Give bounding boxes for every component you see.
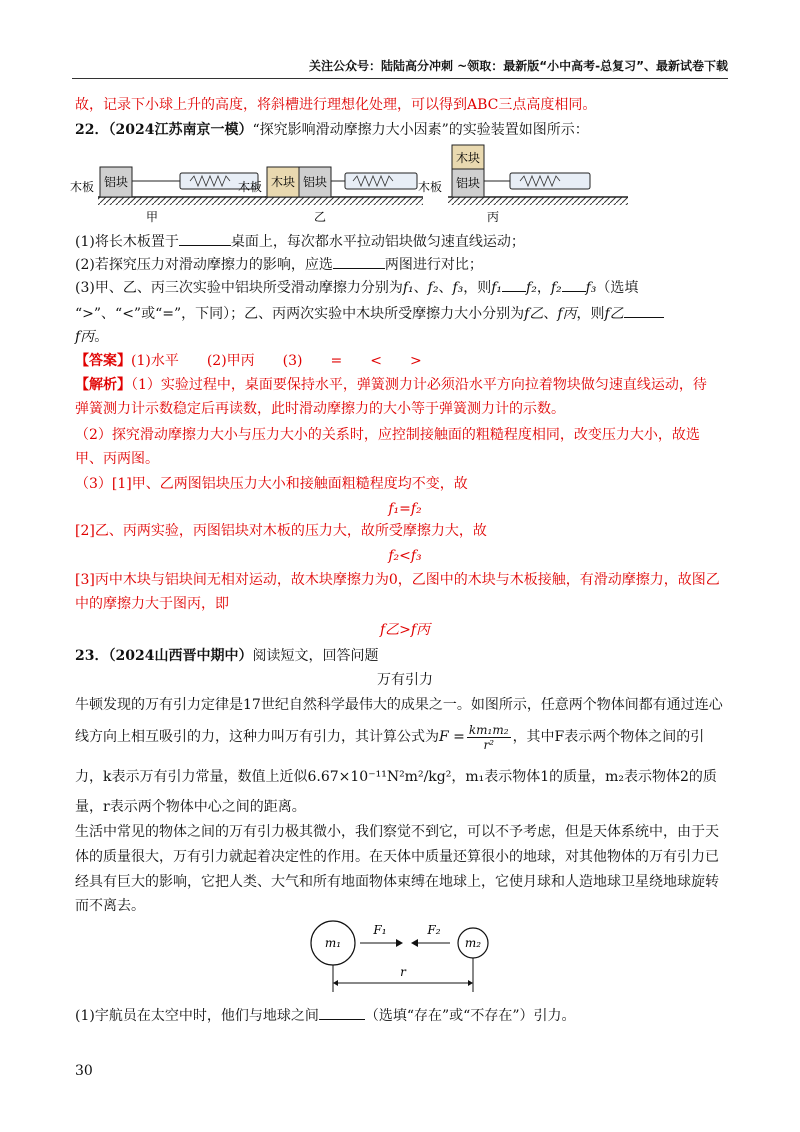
q23-p2-line1: 生活中常见的物体之间的万有引力极其微小，我们察觉不到它，可以不予考虑，但是天体系统中，由于天 [75,824,719,840]
force2-arrowhead [411,939,418,947]
q22-part3-line2-text: “>”、“<”或“=”，下同）；乙、丙两次实验中木块所受摩擦力大小分别为 [75,306,525,322]
setup-jia [70,167,266,224]
q22-part3-line3-end: 。 [94,329,109,345]
prev-answer-tail: 故，记录下小球上升的高度，将斜槽进行理想化处理，可以得到ABC三点高度相同。 [75,97,597,113]
board-label: 木板 [238,180,263,194]
analysis-text: （1）实验过程中，桌面要保持水平，弹簧测力计必须沿水平方向拉着物块做匀速直线运动，待 [131,377,707,393]
formula-numerator: km₁m₂ [468,722,509,737]
q22-eq3: f乙>f丙 [379,622,431,638]
header-rule [72,78,728,79]
aluminum-label: 铝块 [455,176,481,190]
q22-analysis-7: [3]丙中木块与铝块间无相对运动，故木块摩擦力为0，乙图中的木块与木板接触，有滑动摩擦力，故图乙 [75,572,720,588]
f2-symbol: f₂ [427,280,439,296]
force1-arrowhead [396,939,403,947]
q22-analysis-8: 中的摩擦力大于图丙，即 [75,596,229,612]
q22-part3-line2-then: ，则 [576,306,605,322]
q23-p1-line2 [75,722,735,752]
q22-part3: (3)甲、乙、丙三次实验中铝块所受滑动摩擦力分别为f₁、f₂、f₃，则f₁ f₂，f₂ f₃（选填 [75,277,735,298]
formula-lhs: F = [439,729,465,745]
f-bing-symbol: f丙 [557,306,577,322]
setup-yi [238,167,423,224]
gravitation-figure [300,918,500,996]
q22-analysis-1 [75,375,735,395]
q22-part2-text-end: 两图进行对比； [384,257,483,273]
answer-blank[interactable] [624,303,664,318]
caption-jia: 甲 [145,210,159,224]
q23-part1-text-end: （选填“存在”或“不存在”）引力。 [364,1008,576,1024]
q22-number: 22． [75,122,109,138]
q22-part1 [75,231,735,252]
q22-eq2: f₂<f₃ [388,548,422,564]
q22-analysis-5: （3）[1]甲、乙两图铝块压力大小和接触面粗糙程度均不变，故 [75,476,468,492]
q23-passage-title: 万有引力 [377,672,433,688]
q22-part3-line2: “>”、“<”或“=”，下同）；乙、丙两次实验中木块所受摩擦力大小分别为f乙、f丙，则f乙 [75,303,735,324]
q23-p1-line4: 量，r表示两个物体中心之间的距离。 [75,799,306,815]
formula-denominator: r² [483,737,494,752]
q23-p2-line3: 经具有巨大的影响，它把人类、大气和所有地面物体束缚在地球上，它使月球和人造地球卫星绕地球旋转 [75,874,719,890]
f1-symbol: f₁ [402,280,414,296]
r-arrowhead-left [333,980,338,986]
gravitation-formula [467,723,511,752]
q22-source: （2024江苏南京一模） [108,122,253,138]
q23-stem-text: 阅读短文，回答问题 [252,648,379,664]
aluminum-label: 铝块 [302,175,328,189]
setup-bing [418,145,628,224]
q23-p1-text-end: ，其中F表示两个物体之间的引 [512,729,705,745]
ground-hatch [265,197,423,205]
q22-part1-text-end: 桌面上，每次都水平拉动铝块做匀速直线运动； [230,234,525,250]
answer-blank[interactable] [502,277,526,292]
q22-stem [75,120,735,140]
page-header: 关注公众号：陆陆高分冲刺 ~领取：最新版“小中高考-总复习”、最新试卷下载 [309,59,728,73]
wood-label: 木块 [455,151,481,165]
q23-p1-text: 线方向上相互吸引的力，这种力叫万有引力，其计算公式为 [75,729,439,745]
page-number: 30 [75,1063,93,1079]
f3-symbol: f₃ [585,280,597,296]
q23-p2-line4: 而不离去。 [75,898,145,914]
q22-part3-hint: （选填 [596,280,639,296]
q23-p1-line1: 牛顿发现的万有引力定律是17世纪自然科学最伟大的成果之一。如图所示，任意两个物体间都有通过连心 [75,697,723,713]
q22-part2 [75,254,735,275]
caption-bing: 丙 [486,210,500,224]
q22-analysis-6: [2]乙、丙两实验，丙图铝块对木板的压力大，故所受摩擦力大，故 [75,523,487,539]
answer-text: (1)水平 (2)甲丙 (3) = < > [131,353,422,369]
f1-symbol: f₁ [491,280,503,296]
board-label: 木板 [418,180,443,194]
f-yi-symbol: f乙 [604,306,624,322]
q22-analysis-2: 弹簧测力计示数稳定后再读数，此时滑动摩擦力的大小等于弹簧测力计的示数。 [75,401,565,417]
answer-label: 【答案】 [75,353,131,369]
ground-hatch [448,197,628,205]
r-label: r [400,965,406,979]
f3-symbol: f₃ [452,280,464,296]
q22-part3-line3 [75,327,735,347]
board-label: 木板 [70,180,95,194]
f2-symbol: f₂ [526,280,537,296]
f2-label: F₂ [427,923,441,937]
q23-source: （2024山西晋中期中） [108,648,253,664]
q22-part1-text: (1)将长木板置于 [75,234,179,250]
q23-stem [75,646,735,666]
friction-experiment-figure [70,143,670,225]
f1-label: F₁ [373,923,387,937]
caption-yi: 乙 [313,210,327,224]
q22-answer [75,351,735,371]
f-yi-symbol: f乙 [524,306,544,322]
r-arrowhead-right [468,980,473,986]
q23-part1 [75,1005,735,1026]
answer-blank[interactable] [562,277,586,292]
q22-part2-text: (2)若探究压力对滑动摩擦力的影响，应选 [75,257,333,273]
q22-analysis-4: 甲、丙两图。 [75,451,159,467]
wood-label: 木块 [270,175,296,189]
q22-part3-text: (3)甲、乙、丙三次实验中铝块所受滑动摩擦力分别为 [75,280,403,296]
q23-p1-line3: 力，k表示万有引力常量，数值上近似6.67×10⁻¹¹N²m²/kg²，m₁表示物体1的质量，m₂表示物体2的质 [75,769,717,785]
m1-label: m₁ [324,936,342,950]
m2-label: m₂ [464,936,482,950]
q23-part1-text: (1)宇航员在太空中时，他们与地球之间 [75,1008,319,1024]
ground-hatch [98,197,266,205]
f2-symbol: f₂ [550,280,562,296]
aluminum-label: 铝块 [103,175,129,189]
q23-number: 23． [75,648,109,664]
q23-p2-line2: 体的质量很大，万有引力就起着决定性的作用。在天体中质量还算很小的地球，对其他物体的万有引力已 [75,849,719,865]
q22-eq1: f₁=f₂ [388,501,422,517]
q22-part3-then: ，则 [463,280,492,296]
f-bing-symbol: f丙 [75,329,95,345]
q22-stem-text: “探究影响滑动摩擦力大小因素”的实验装置如图所示： [252,122,589,138]
answer-blank[interactable] [333,254,385,269]
analysis-label: 【解析】 [75,377,131,393]
answer-blank[interactable] [319,1005,365,1020]
q22-analysis-3: （2）探究滑动摩擦力大小与压力大小的关系时，应控制接触面的粗糙程度相同，改变压力大小，故选 [75,427,700,443]
answer-blank[interactable] [179,231,231,246]
